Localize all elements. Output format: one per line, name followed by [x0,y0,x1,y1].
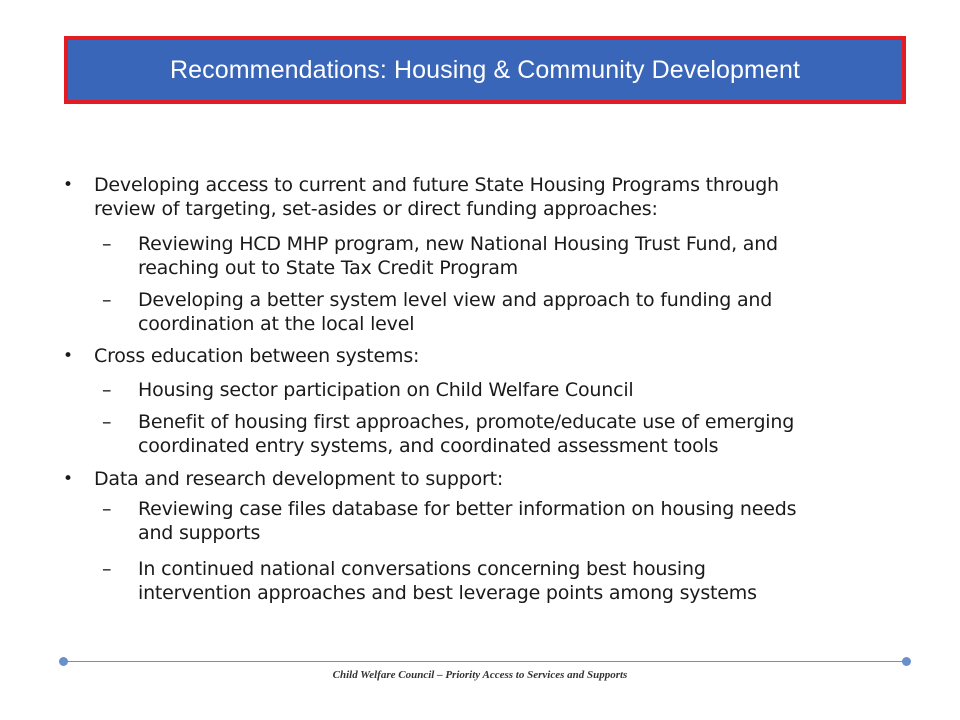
sub-dash-icon: – [102,233,112,255]
sub-text-line: Benefit of housing first approaches, promote/educate use of emerging [138,411,795,433]
sub-text-line: Housing sector participation on Child Welfare Council [138,379,634,401]
sub-text-line: Reviewing case files database for better information on housing needs [138,498,797,520]
sub-text-line: coordinated entry systems, and coordinated assessment tools [138,435,719,457]
sub-text-line: coordination at the local level [138,313,415,335]
sub-text-line: Reviewing HCD MHP program, new National Housing Trust Fund, and [138,233,778,255]
sub-dash-icon: – [102,379,112,401]
bullet-item [63,344,420,368]
sub-bullet-item [102,410,795,458]
sub-bullet-item [102,557,757,605]
bullet-dot-icon: • [63,175,73,195]
footer-caption: Child Welfare Council – Priority Access to Services and Supports [332,669,628,681]
sub-bullet-item [102,378,634,402]
sub-dash-icon: – [102,411,112,433]
bullet-text-line: Data and research development to support: [94,468,504,490]
bullet-text-line: Developing access to current and future State Housing Programs through [94,174,779,196]
sub-dash-icon: – [102,289,112,311]
sub-text-line: and supports [138,522,261,544]
sub-bullet-item [102,497,797,545]
sub-bullet-item [102,232,778,280]
bullet-text-line: review of targeting, set-asides or direct funding approaches: [94,198,658,220]
slide-title: Recommendations: Housing & Community Development [169,55,801,84]
sub-text-line: In continued national conversations concerning best housing [138,558,706,580]
bullet-dot-icon: • [63,346,73,366]
sub-dash-icon: – [102,558,112,580]
bullet-item [63,467,504,491]
sub-text-line: Developing a better system level view and approach to funding and [138,289,773,311]
footer-divider [64,661,906,662]
footer-right-dot-icon [902,657,911,666]
bullet-dot-icon: • [63,469,73,489]
sub-text-line: intervention approaches and best leverage points among systems [138,582,757,604]
footer-left-dot-icon [59,657,68,666]
sub-dash-icon: – [102,498,112,520]
sub-text-line: reaching out to State Tax Credit Program [138,257,518,279]
bullet-text-line: Cross education between systems: [94,345,420,367]
sub-bullet-item [102,288,773,336]
bullet-item [63,173,779,221]
